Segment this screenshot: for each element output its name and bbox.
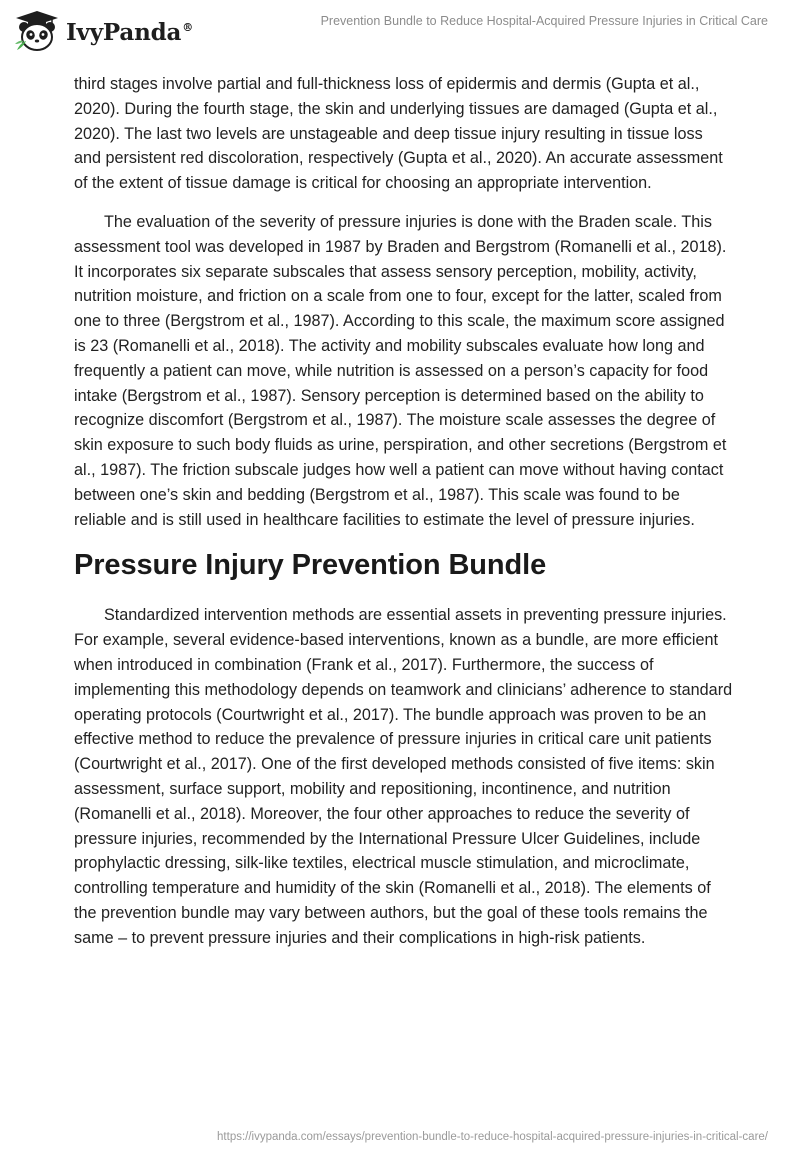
panda-graduate-logo-icon xyxy=(14,10,60,52)
paragraph-3: Standardized intervention methods are essential assets in preventing pressure injuries. For example, several evidence-based interventions, known as a bundle, are more efficient when introduced in combination (Frank et al., 2017). Furthermore, the success of implementing this methodology depends on teamwork and clinicians’ adherence to standard operating protocols (Courtwright et al., 2017). The bundle approach was proven to be an effective method to reduce the prevalence of pressure injuries in critical care unit patients (Courtwright et al., 2017). One of the first developed methods consisted of five items: skin assessment, surface support, mobility and repositioning, incontinence, and nutrition (Romanelli et al., 2018). Moreover, the four other approaches to reduce the severity of pressure injuries, recommended by the International Pressure Ulcer Guidelines, include prophylactic dressing, silk-like textiles, electrical muscle stimulation, and microclimate, controlling temperature and humidity of the skin (Romanelli et al., 2018). The elements of the prevention bundle may vary between authors, but the goal of these tools remains the same – to prevent pressure injuries and their complications in high-risk patients. xyxy=(74,606,733,947)
ivypanda-logo[interactable] xyxy=(14,10,193,52)
paragraph-2: The evaluation of the severity of pressure injuries is done with the Braden scale. This assessment tool was developed in 1987 by Braden and Bergstrom (Romanelli et al., 2018). It incorporates six separate subscales that assess sensory perception, mobility, activity, nutrition moisture, and friction on a scale from one to four, except for the latter, scaled from one to three (Bergstrom et al., 1987). According to this scale, the maximum score assigned is 23 (Romanelli et al., 2018). The activity and mobility subscales evaluate how long and frequently a patient can move, while nutrition is assessed on a person’s capacity for food intake (Bergstrom et al., 1987). Sensory perception is determined based on the ability to recognize discomfort (Bergstrom et al., 1987). The moisture scale assesses the degree of skin exposure to such body fluids as urine, perspiration, and other secretions (Bergstrom et al., 1987). The friction subscale judges how well a patient can move without having contact between one’s skin and bedding (Bergstrom et al., 1987). This scale was found to be reliable and is still used in healthcare facilities to estimate the level of pressure injuries. xyxy=(74,212,727,529)
registered-mark: ® xyxy=(182,20,193,34)
source-url[interactable]: https://ivypanda.com/essays/prevention-bundle-to-reduce-hospital-acquired-pressure-injuries-in-critical-care/ xyxy=(217,1131,768,1143)
running-title: Prevention Bundle to Reduce Hospital-Acquired Pressure Injuries in Critical Care xyxy=(320,14,768,28)
page-header xyxy=(0,0,800,62)
paragraph-1: third stages involve partial and full-thickness loss of epidermis and dermis (Gupta et al., 2020). During the fourth stage, the skin and underlying tissues are damaged (Gupta et al., 2020). The last two levels are unstageable and deep tissue injury resulting in tissue loss and persistent red discoloration, respectively (Gupta et al., 2020). An accurate assessment of the extent of tissue damage is critical for choosing an appropriate intervention. xyxy=(74,75,723,193)
section-heading: Pressure Injury Prevention Bundle xyxy=(74,549,547,582)
brand-name-text: IvyPanda xyxy=(66,18,182,46)
brand-name xyxy=(66,19,193,46)
essay-body xyxy=(74,72,734,951)
